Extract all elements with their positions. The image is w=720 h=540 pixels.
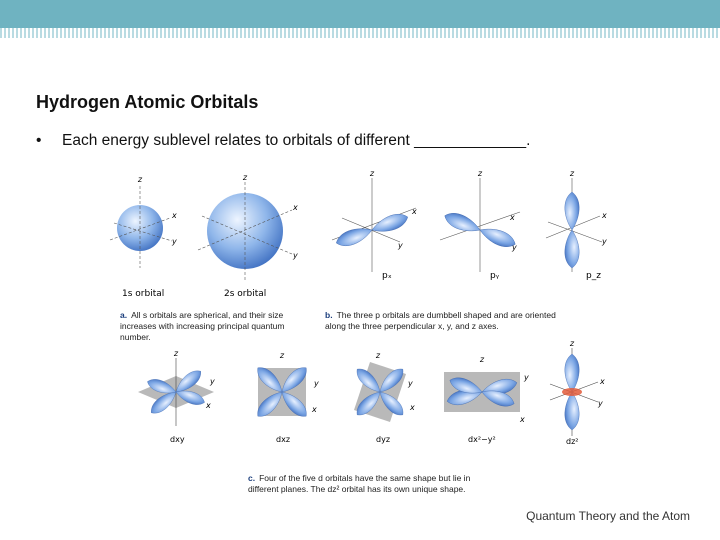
svg-text:z: z [569, 169, 575, 178]
axis-label-y: y [172, 237, 177, 246]
orbital-dx2y2 [444, 355, 529, 444]
orbital-pz [546, 169, 607, 281]
label-dx2y2: dx²−y² [468, 435, 496, 444]
bullet-text: Each energy sublevel relates to orbitals of different _____________. [62, 132, 531, 149]
orbital-dz2 [550, 339, 605, 446]
caption-a: a. All s orbitals are spherical, and their size increases with increasing principal quantum number. [120, 310, 285, 342]
svg-text:y: y [602, 237, 607, 246]
svg-text:x: x [410, 403, 415, 412]
bullet-item [36, 132, 530, 150]
svg-text:x: x [312, 405, 317, 414]
slide-title: Hydrogen Atomic Orbitals [36, 92, 259, 112]
svg-text:x: x [510, 213, 515, 222]
label-dyz: dyz [376, 435, 391, 444]
footer-text: Quantum Theory and the Atom [526, 509, 690, 523]
label-py: pᵧ [490, 271, 500, 281]
svg-text:y: y [314, 379, 319, 388]
svg-text:x: x [602, 211, 607, 220]
axis-label-x: x [172, 211, 177, 220]
svg-text:x: x [206, 401, 211, 410]
label-dxy: dxy [170, 435, 185, 444]
svg-text:x: x [520, 415, 525, 424]
header-stripe [0, 28, 720, 38]
svg-text:y: y [598, 399, 603, 408]
label-2s: 2s orbital [224, 289, 267, 299]
svg-text:z: z [369, 169, 375, 178]
axis-label-y: y [293, 251, 298, 260]
axis-label-z: z [242, 173, 248, 182]
svg-text:y: y [524, 373, 529, 382]
svg-text:z: z [279, 351, 285, 360]
orbital-figure [100, 168, 640, 498]
svg-text:y: y [210, 377, 215, 386]
label-dz2: dz² [566, 437, 579, 446]
svg-text:x: x [600, 377, 605, 386]
label-dxz: dxz [276, 435, 291, 444]
svg-text:y: y [398, 241, 403, 250]
svg-text:y: y [408, 379, 413, 388]
svg-text:z: z [375, 351, 381, 360]
label-px: pₓ [382, 271, 392, 281]
orbital-py [440, 169, 520, 281]
caption-b: b. The three p orbitals are dumbbell shaped and are oriented along the three perpendicular x, y, and z axes. [325, 310, 556, 331]
caption-c: c. Four of the five d orbitals have the same shape but lie in different planes. The dz² orbital has its own unique shape. [248, 473, 471, 494]
svg-text:z: z [569, 339, 575, 348]
orbital-px [332, 169, 417, 281]
orbital-dxy [138, 349, 215, 444]
orbital-dyz [353, 351, 415, 444]
svg-text:z: z [479, 355, 485, 364]
svg-text:z: z [173, 349, 179, 358]
axis-label-z: z [137, 175, 143, 184]
svg-text:y: y [512, 243, 517, 252]
orbital-1s [110, 175, 177, 268]
orbital-2s [198, 173, 298, 280]
label-pz: p_z [586, 271, 601, 281]
axis-label-x: x [293, 203, 298, 212]
bullet-marker: • [36, 132, 42, 149]
svg-text:x: x [412, 207, 417, 216]
orbital-dxz [253, 351, 319, 444]
svg-text:z: z [477, 169, 483, 178]
header-bar [0, 0, 720, 28]
label-1s: 1s orbital [122, 289, 165, 299]
